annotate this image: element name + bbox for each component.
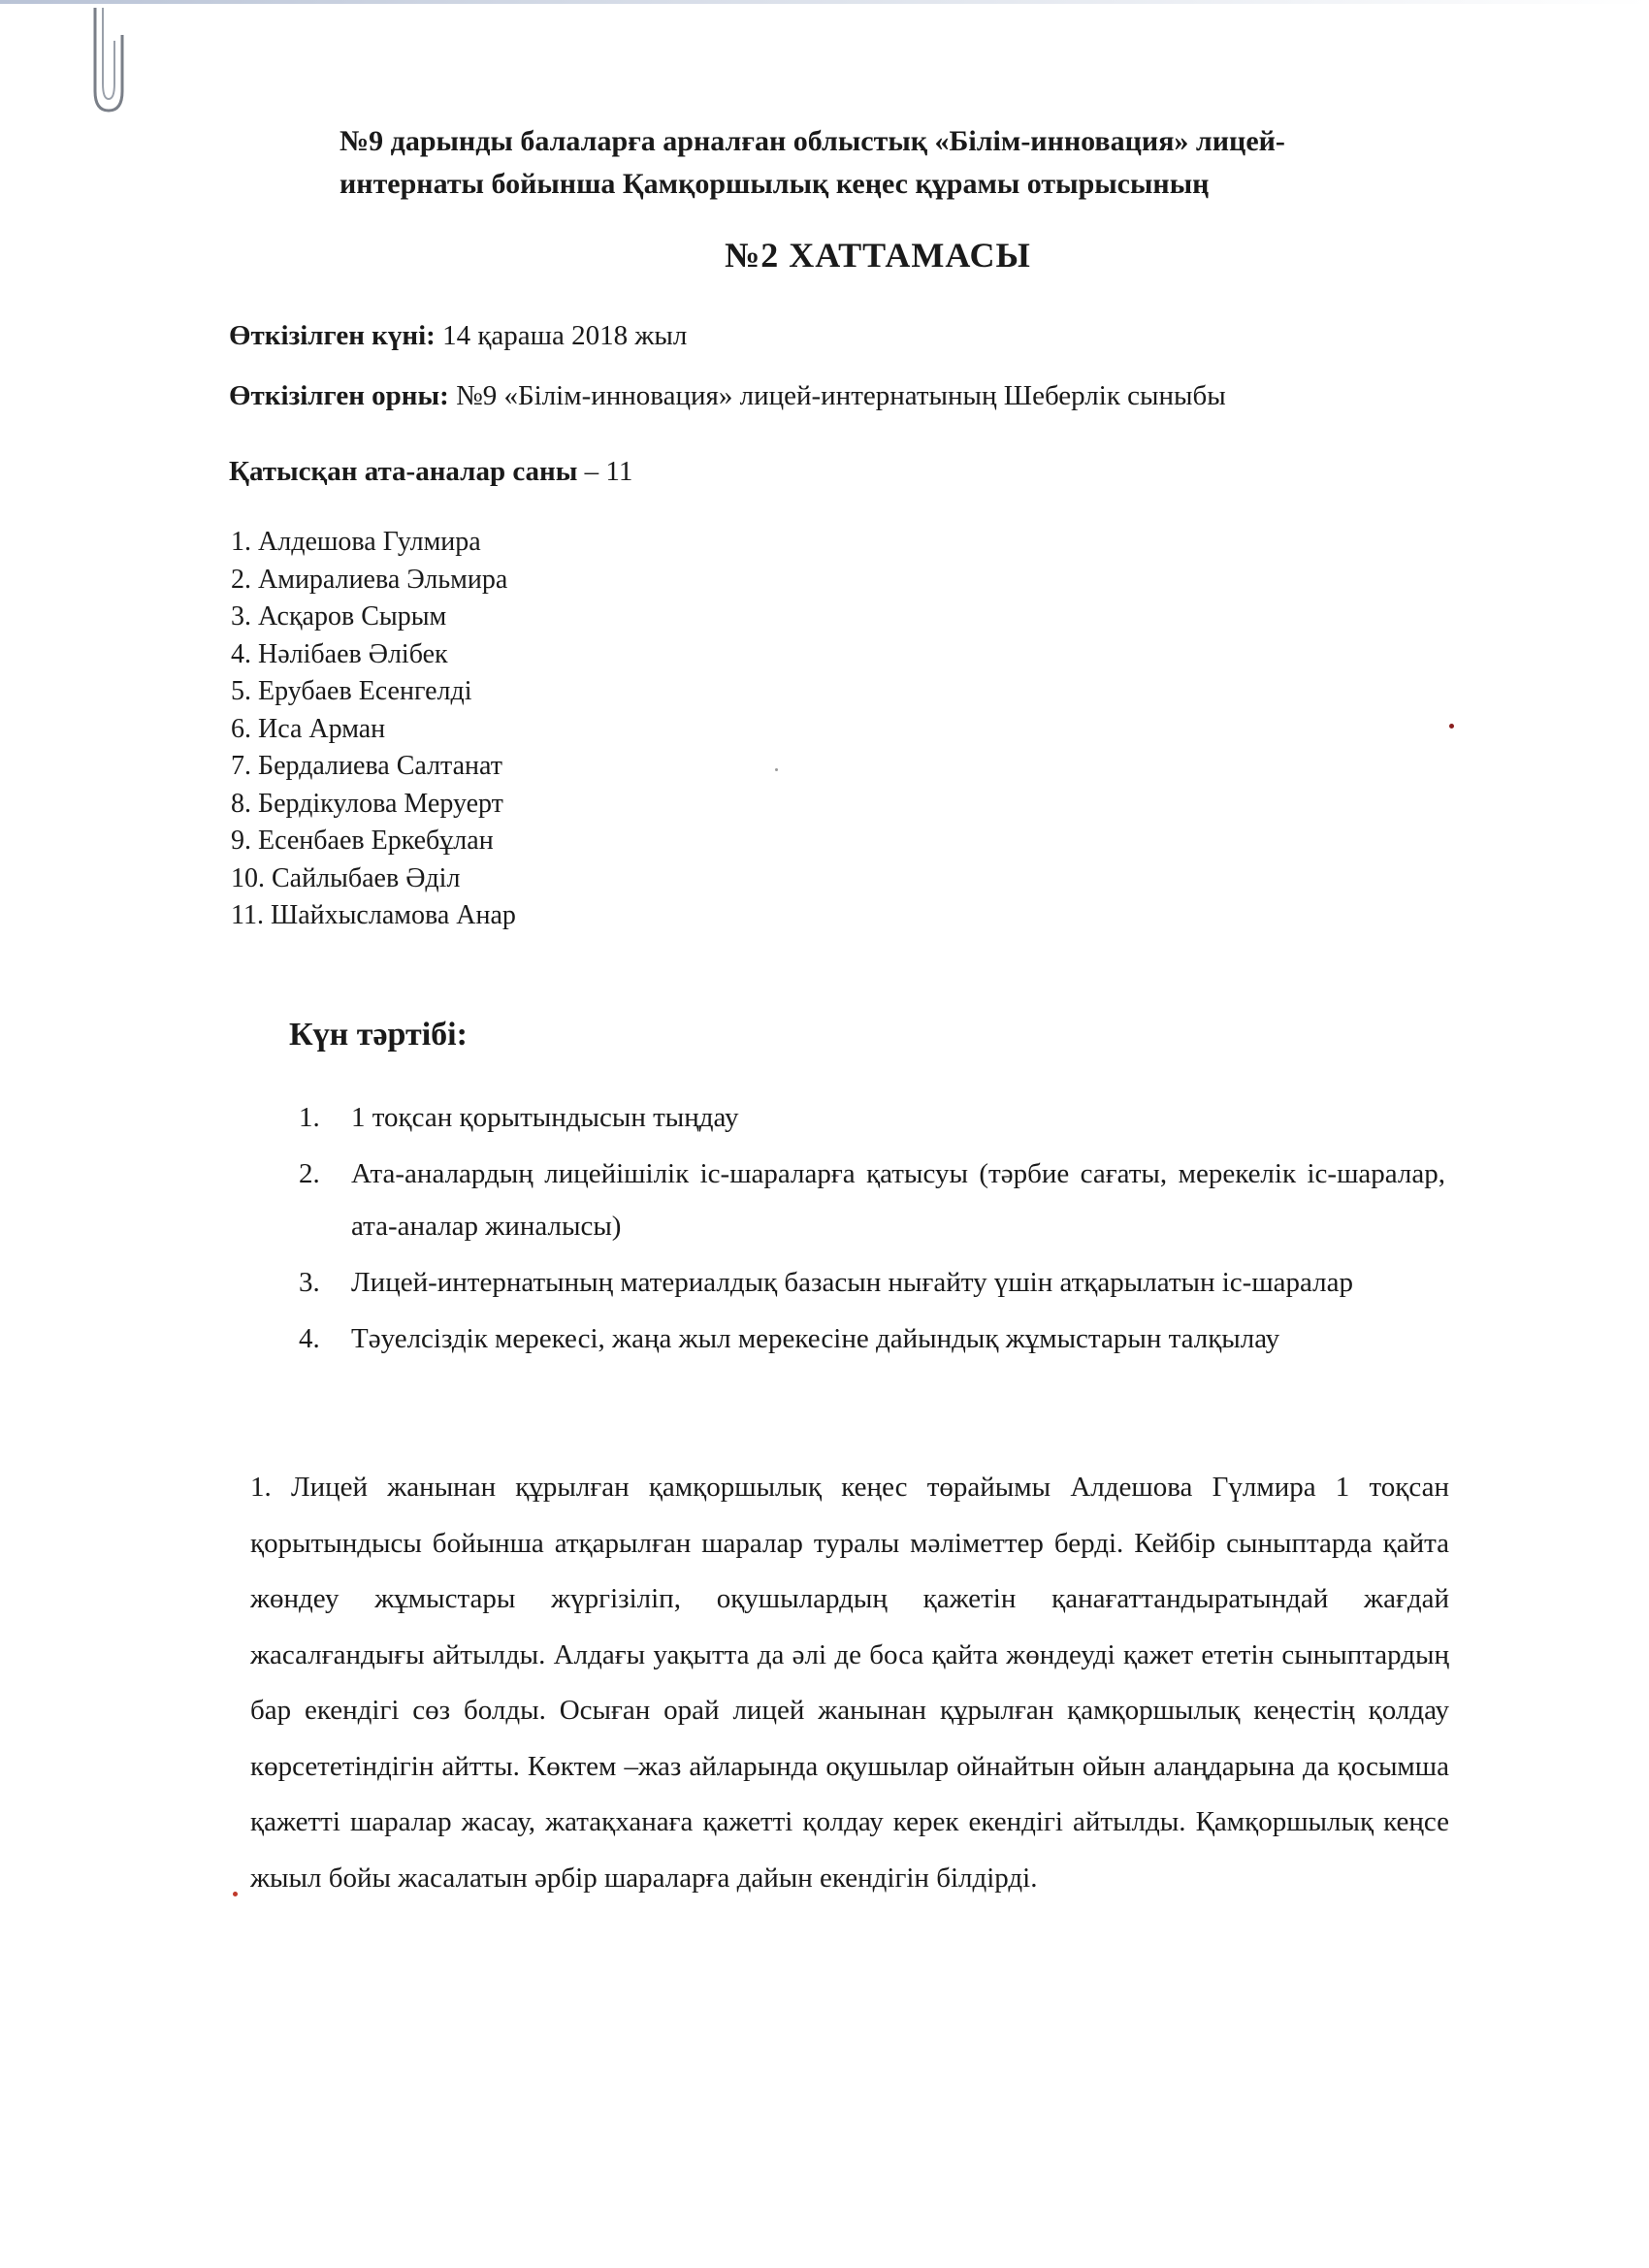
meeting-place <box>229 376 1226 415</box>
scan-speck <box>1449 724 1454 729</box>
agenda-item-text: Ата-аналардың лицейішілік іс-шараларға қатысуы (тәрбие сағаты, мерекелік іс-шаралар, ата-аналар жиналысы) <box>351 1158 1445 1242</box>
agenda-item-number: 4. <box>299 1323 320 1354</box>
parent-item: 4. Нәлібаев Әлібек <box>231 638 448 669</box>
agenda-item-text: Лицей-интернатының материалдық базасын нығайту үшін атқарылатын іс-шаралар <box>351 1267 1354 1298</box>
attendance-count-value: – 11 <box>577 456 633 487</box>
agenda-item-number: 3. <box>299 1267 320 1298</box>
paperclip-mark <box>85 6 130 114</box>
agenda-item <box>291 1256 1445 1309</box>
scan-speck <box>775 768 778 771</box>
agenda-item-number: 1. <box>299 1102 320 1133</box>
scan-speck <box>233 1892 238 1896</box>
parent-item: 6. Иса Арман <box>231 713 386 744</box>
parent-item: 8. Бердікулова Меруерт <box>231 788 503 819</box>
agenda-item <box>291 1148 1445 1252</box>
parent-item: 11. Шайхысламова Анар <box>231 900 516 930</box>
parent-item: 10. Сайлыбаев Әділ <box>231 862 461 893</box>
agenda-item <box>291 1091 1445 1144</box>
parent-item: 5. Ерубаев Есенгелді <box>231 676 472 706</box>
document-title-line-1: №9 дарынды балаларға арналған облыстық «Білім-инновация» лицей- <box>340 125 1285 157</box>
meeting-date-label: Өткізілген күні: <box>229 320 436 351</box>
document-title-line-2: интернаты бойынша Қамқоршылық кеңес құрамы отырысының <box>340 168 1210 200</box>
agenda-item-text: Тәуелсіздік мерекесі, жаңа жыл мерекесіне дайындық жұмыстарын талқылау <box>351 1323 1280 1354</box>
attendance-count-label: Қатысқан ата-аналар саны <box>229 456 578 487</box>
protocol-heading: №2 ХАТТАМАСЫ <box>725 236 1031 275</box>
meeting-date-value: 14 қараша 2018 жыл <box>435 320 688 351</box>
parent-item: 9. Есенбаев Еркебұлан <box>231 826 494 856</box>
agenda-item-number: 2. <box>299 1158 320 1189</box>
attendance-count <box>229 452 632 491</box>
agenda-title: Күн тәртібі: <box>289 1017 468 1053</box>
parent-item: 2. Амиралиева Эльмира <box>231 564 508 595</box>
parents-list <box>231 524 516 935</box>
agenda-item-text: 1 тоқсан қорытындысын тыңдау <box>351 1102 739 1133</box>
meeting-place-label: Өткізілген орны: <box>229 380 449 411</box>
meeting-date <box>229 316 687 355</box>
agenda-list <box>291 1091 1445 1369</box>
discussion-paragraph-1: 1. Лицей жанынан құрылған қамқоршылық кеңес төрайымы Алдешова Гүлмира 1 тоқсан қорытындысы бойынша атқарылған шаралар туралы мәліметтер берді. Кейбір сыныптарда қайта жөндеу жұмыстары жүргізіліп, оқушылардың қажетін қанағаттандыратындай жағдай жасалғандығы айтылды. Алдағы уақытта да әлі де боса қайта жөндеуді қажет ететін сыныптардың бар екендігі сөз болды. Осыған орай лицей жанынан құрылған қамқоршылық кеңестің қолдау көрсететіндігін айтты. Көктем –жаз айларында оқушылар ойнайтын ойын алаңдарына да қосымша қажетті шаралар жасау, жатақханаға қажетті қолдау керек екендігі айтылды. Қамқоршылық кеңсе жыыл бойы жасалатын әрбір шараларға дайын екендігін білдірді. <box>250 1472 1449 1894</box>
meeting-place-value: №9 «Білім-инновация» лицей-интернатының Шеберлік сыныбы <box>448 380 1226 411</box>
parent-item: 3. Асқаров Сырым <box>231 601 447 632</box>
agenda-item <box>291 1312 1445 1365</box>
parent-item: 1. Алдешова Гулмира <box>231 527 481 557</box>
parent-item: 7. Бердалиева Салтанат <box>231 751 502 781</box>
scan-edge <box>0 0 1649 4</box>
